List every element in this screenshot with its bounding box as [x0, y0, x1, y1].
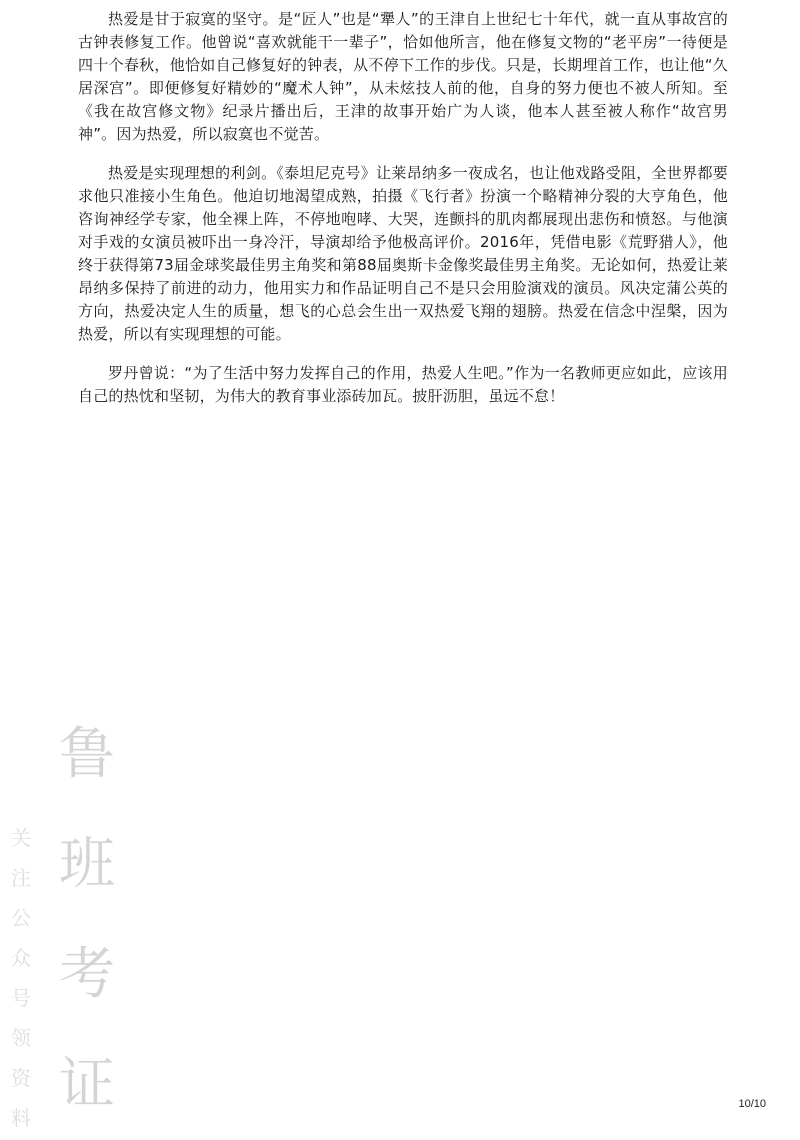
watermark-char: 证	[59, 1052, 115, 1117]
paragraph-passion-ideals: 热爱是实现理想的利剑。《泰坦尼克号》让莱昂纳多一夜成名，也让他戏路受阻，全世界都要求他只准接小生角色。他迫切地渴望成熟，拍摄《飞行者》扮演一个略精神分裂的大亨角色，他咨询神经学专家，他全裸上阵，不停地咆哮、大哭，连颤抖的肌肉都展现出悲伤和愤怒。与他演对手戏的女演员被吓出一身冷汗，导演却给予他极高评价。2016年，凭借电影《荒野猎人》，他终于获得第73届金球奖最佳男主角奖和第88届奥斯卡金像奖最佳男主角奖。无论如何，热爱让莱昂纳多保持了前进的动力，他用实力和作品证明自己不是只会用脸演戏的演员。风决定蒲公英的方向，热爱决定人生的质量，想飞的心总会生出一双热爱飞翔的翅膀。热爱在信念中涅槃，因为热爱，所以有实现理想的可能。	[78, 164, 728, 343]
watermark-char: 众	[11, 946, 31, 970]
watermark-char: 鲁	[59, 722, 115, 787]
watermark-large-text	[52, 700, 122, 1140]
watermark-char: 领	[11, 1026, 31, 1050]
watermark-char: 关	[11, 826, 31, 850]
watermark-small-text	[6, 818, 36, 1138]
watermark-char: 料	[11, 1106, 31, 1130]
document-body	[78, 8, 728, 424]
page-number: 10/10	[738, 1098, 766, 1110]
watermark-char: 公	[11, 906, 31, 930]
watermark-char: 注	[11, 866, 31, 890]
paragraph-passion-perseverance: 热爱是甘于寂寞的坚守。是“匠人”也是“犟人”的王津自上世纪七十年代，就一直从事故宫的古钟表修复工作。他曾说“喜欢就能干一辈子”，恰如他所言，他在修复文物的“老平房”一待便是四十个春秋，他恰如自己修复好的钟表，从不停下工作的步伐。只是，长期埋首工作，也让他“久居深宫”。即便修复好精妙的“魔术人钟”，从未炫技人前的他，自身的努力便也不被人所知。至《我在故宫修文物》纪录片播出后，王津的故事开始广为人谈，他本人甚至被人称作“故宫男神”。因为热爱，所以寂寞也不觉苦。	[78, 10, 728, 143]
paragraph-conclusion: 罗丹曾说：“为了生活中努力发挥自己的作用，热爱人生吧。”作为一名教师更应如此，应该用自己的热忱和坚韧，为伟大的教育事业添砖加瓦。披肝沥胆，虽远不怠！	[78, 364, 728, 405]
watermark-char: 考	[59, 942, 115, 1007]
watermark-char: 班	[59, 832, 115, 897]
watermark-char: 号	[11, 986, 31, 1010]
watermark-char: 资	[11, 1066, 31, 1090]
